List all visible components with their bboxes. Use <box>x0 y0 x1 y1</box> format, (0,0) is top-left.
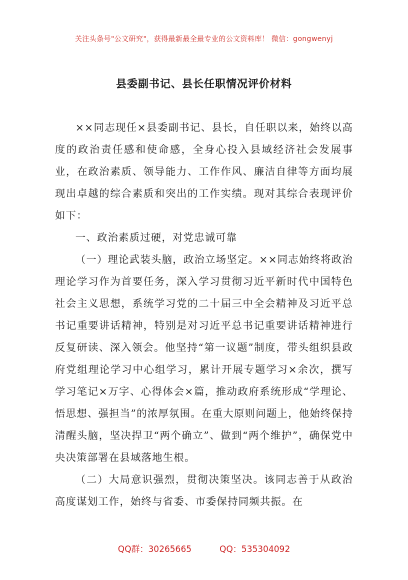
footer-contact <box>0 543 408 555</box>
document-body <box>55 118 353 514</box>
document-title: 县委副书记、县长任职情况评价材料 <box>116 78 292 90</box>
header-promo-note: 关注头条号"公文研究"，获得最新最全最专业的公文资料库！ 微信：gongwenyj <box>74 35 334 43</box>
subsection-paragraph-1: （一）理论武装头脑，政治立场坚定。××同志始终将政治理论学习作为首要任务，深入学习贯彻习近平新时代中国特色社会主义思想，系统学习党的二十届三中全会精神及习近平总书记重要讲话精神，特别是对习近平总书记重要讲话精神进行反复研读、深入领会。他坚持“第一议题”制度，带头组织县政府党组理论学习中心组学习，累计开展专题学习×余次，撰写学习笔记×万字、心得体会×篇，推动政府系统形成“学理论、悟思想、强担当”的浓厚氛围。在重大原则问题上，他始终保持清醒头脑，坚决捍卫“两个确立”、做到“两个维护”，确保党中央决策部署在县域落地生根。 <box>55 255 353 464</box>
footer-qq: QQ：535304092 <box>219 545 291 555</box>
section-heading-1: 一、政治素质过硬，对党忠诚可靠 <box>75 233 238 244</box>
intro-paragraph: ××同志现任×县委副书记、县长，自任职以来，始终以高度的政治责任感和使命感，全身心投入县域经济社会发展事业，在政治素质、领导能力、工作作风、廉洁自律等方面均展现出卓越的综合素质和突出的工作实绩。现对其综合表现评价如下： <box>55 123 353 222</box>
subsection-paragraph-2: （二）大局意识强烈，贯彻决策坚决。该同志善于从政治高度谋划工作，始终与省委、市委保持同频共振。在 <box>55 475 353 508</box>
footer-qq-group: QQ群：30265665 <box>117 545 192 555</box>
